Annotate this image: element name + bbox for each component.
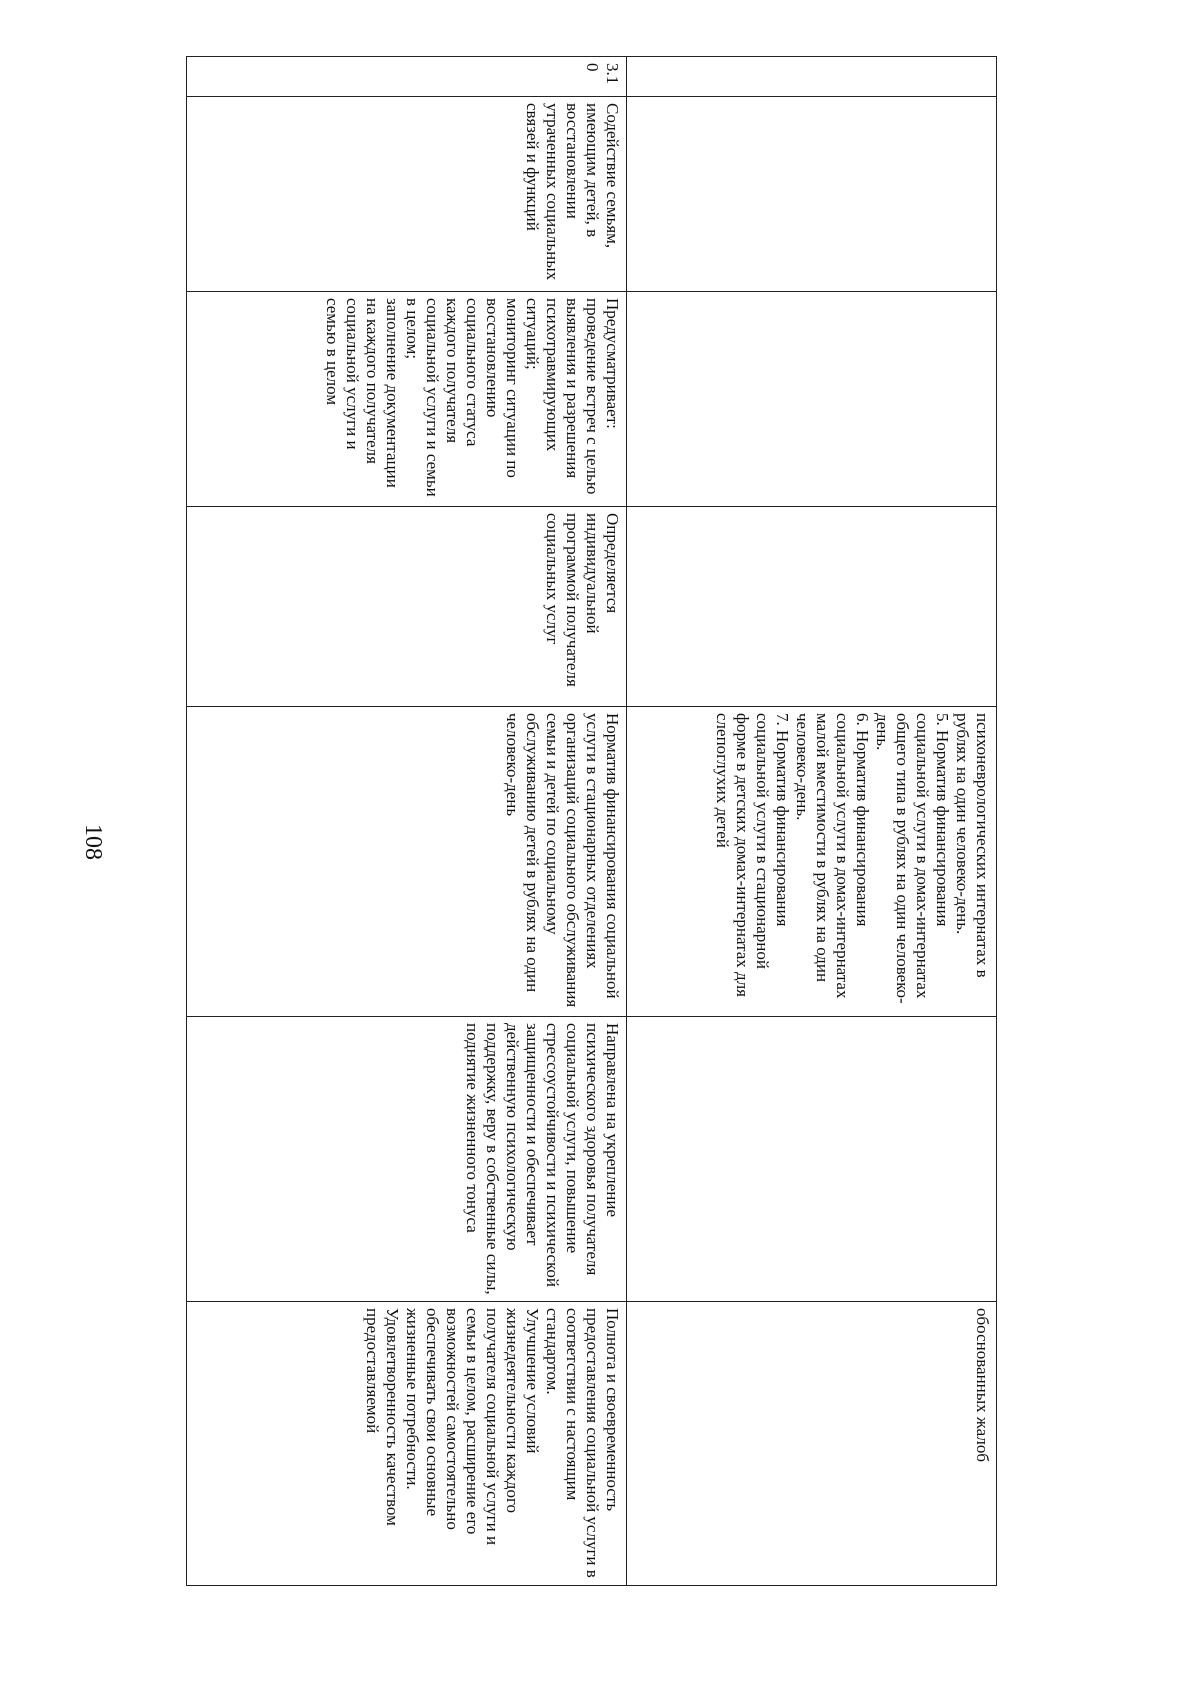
cell-number [627, 57, 997, 97]
cell-quality: обоснованных жалоб [627, 1302, 997, 1586]
standard-table [187, 56, 997, 1585]
cell-service-name: Содействие семьям, имеющим детей, в восстановлении утраченных социальных связей и функций [187, 97, 627, 292]
table-row [627, 57, 997, 1586]
services-table [186, 56, 997, 1586]
cell-volume: Определяется индивидуальной программой получателя социальных услуг [187, 507, 627, 707]
cell-number: 3.10 [187, 57, 627, 97]
cell-description: Предусматривает: проведение встреч с целью выявления и разрешения психотравмирующих ситуаций; мониторинг ситуации по восстановлению социального статуса каждого получателя социальной услуги и семьи в целом; заполнение документации на каждого получателя социальной услуги и семью в целом [187, 292, 627, 507]
cell-conditions: Направлена на укрепление психического здоровья получателя социальной услуги, повышение стрессоустойчивости и психической защищенности и обеспечивает действенную психологическую поддержку, веру в собственные силы, поднятие жизненного тонуса [187, 1017, 627, 1302]
cell-service-name [627, 97, 997, 292]
cell-quality: Полнота и своевременность предоставления социальной услуги в соответствии с настоящим стандартом. Улучшение условий жизнедеятельности каждого получателя социальной услуги и семьи в целом, расширение его возможностей самостоятельно обеспечивать свои основные жизненные потребности. Удовлетворенность качеством предоставляемой [187, 1302, 627, 1586]
cell-norm: психоневрологических интернатах в рублях на один человеко-день. 5. Норматив финансирования социальной услуги в домах-интернатах общего типа в рублях на один человеко-день. 6. Норматив финансирования социальной услуги в домах-интернатах малой вместимости в рублях на один человеко-день. 7. Норматив финансирования социальной услуги в стационарной форме в детских домах-интернатах для слепоглухих детей [627, 707, 997, 1017]
cell-norm: Норматив финансирования социальной услуги в стационарных отделениях организаций социального обслуживания семьи и детей по социальному обслуживанию детей в рублях на один человеко-день [187, 707, 627, 1017]
table-row [187, 57, 627, 1586]
page-number: 108 [80, 824, 106, 860]
cell-conditions [627, 1017, 997, 1302]
cell-description [627, 292, 997, 507]
cell-volume [627, 507, 997, 707]
